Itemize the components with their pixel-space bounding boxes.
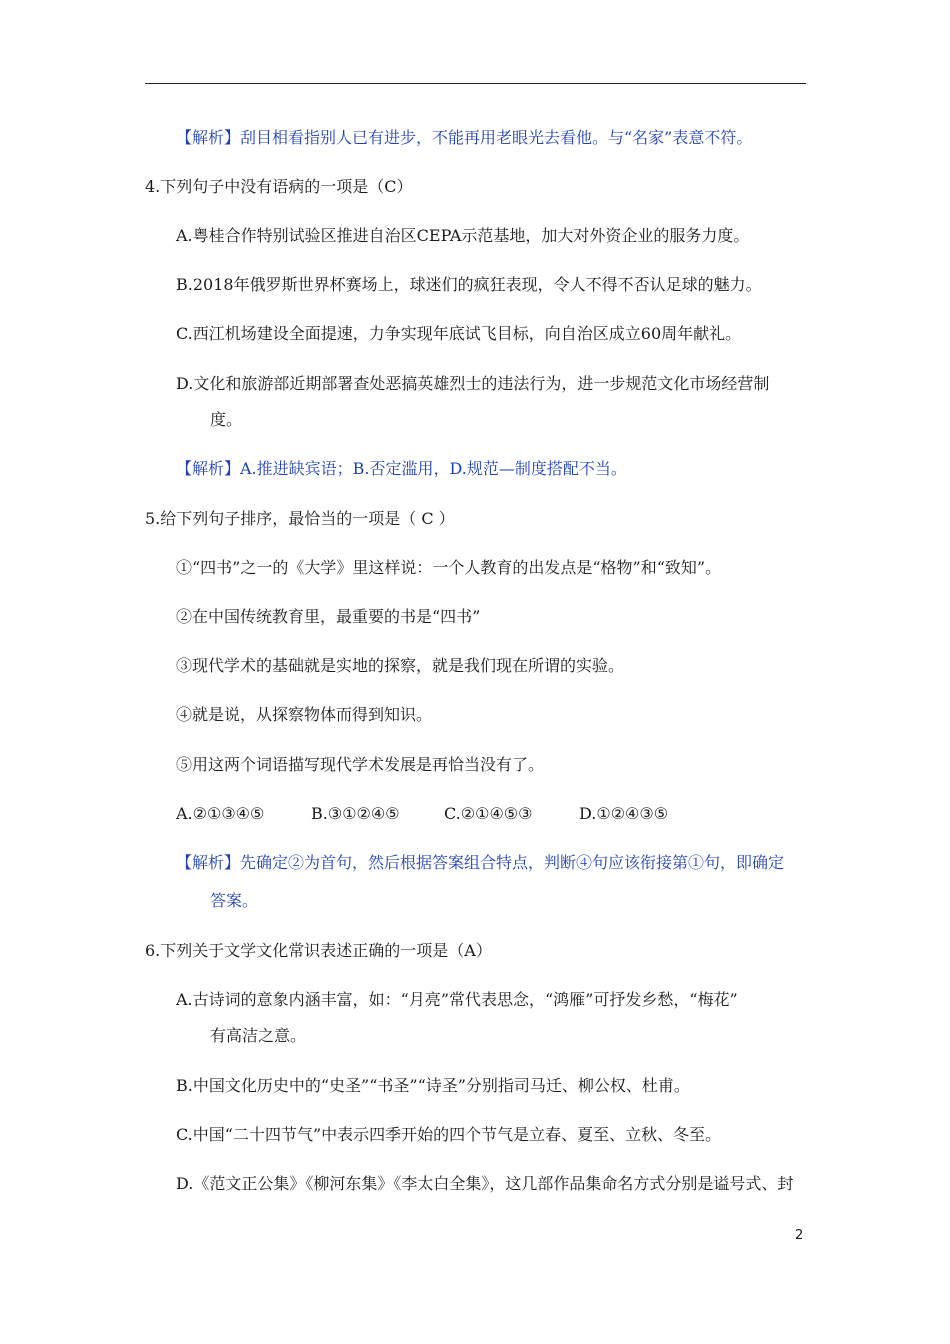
q4-option-b: B.2018年俄罗斯世界杯赛场上，球迷们的疯狂表现，令人不得不否认足球的魅力。 [176, 275, 762, 294]
analysis-q5-line1: 【解析】先确定②为首句，然后根据答案组合特点，判断④句应该衔接第①句，即确定 [176, 853, 785, 872]
q4-option-a: A.粤桂合作特别试验区推进自治区CEPA示范基地，加大对外资企业的服务力度。 [176, 226, 750, 245]
q5-choice-b: B.③①②④⑤ [311, 804, 400, 823]
q5-sentence-1: ①“四书”之一的《大学》里这样说：一个人教育的出发点是“格物”和“致知”。 [176, 558, 722, 577]
header-rule [145, 83, 806, 84]
q5-sentence-3: ③现代学术的基础就是实地的探察，就是我们现在所谓的实验。 [176, 656, 625, 675]
q6-option-a-line2: 有高洁之意。 [210, 1026, 307, 1045]
question-6-stem: 6.下列关于文学文化常识表述正确的一项是（A） [145, 941, 492, 960]
q5-sentence-2: ②在中国传统教育里，最重要的书是“四书” [176, 607, 481, 626]
q4-option-c: C.西江机场建设全面提速，力争实现年底试飞目标，向自治区成立60周年献礼。 [176, 324, 742, 343]
q5-choice-d: D.①②④③⑤ [579, 804, 669, 823]
q5-choices [176, 803, 668, 825]
q6-option-d-line1: D.《范文正公集》《柳河东集》《李太白全集》，这几部作品集命名方式分别是谥号式、封 [176, 1174, 794, 1193]
q6-option-b: B.中国文化历史中的“史圣”“书圣”“诗圣”分别指司马迁、柳公权、杜甫。 [176, 1076, 690, 1095]
page-number: 2 [795, 1228, 804, 1243]
q6-option-a-line1: A.古诗词的意象内涵丰富，如：“月亮”常代表思念，“鸿雁”可抒发乡愁，“梅花” [176, 990, 738, 1009]
question-5-stem: 5.给下列句子排序，最恰当的一项是（ C ） [145, 509, 455, 528]
q4-option-d-line1: D.文化和旅游部近期部署查处恶搞英雄烈士的违法行为，进一步规范文化市场经营制 [176, 374, 770, 393]
q5-choice-c: C.②①④⑤③ [444, 804, 533, 823]
analysis-q4: 【解析】A.推进缺宾语；B.否定滥用，D.规范—制度搭配不当。 [176, 459, 627, 478]
q5-sentence-5: ⑤用这两个词语描写现代学术发展是再恰当没有了。 [176, 755, 545, 774]
q6-option-c: C.中国“二十四节气”中表示四季开始的四个节气是立春、夏至、立秋、冬至。 [176, 1125, 722, 1144]
question-4-stem: 4.下列句子中没有语病的一项是（C） [145, 177, 413, 196]
analysis-q5-line2: 答案。 [210, 891, 259, 910]
q5-choice-a: A.②①③④⑤ [176, 804, 265, 823]
analysis-q3: 【解析】刮目相看指别人已有进步，不能再用老眼光去看他。与“名家”表意不符。 [176, 128, 753, 147]
q4-option-d-line2: 度。 [210, 410, 243, 429]
q5-sentence-4: ④就是说，从探察物体而得到知识。 [176, 705, 433, 724]
